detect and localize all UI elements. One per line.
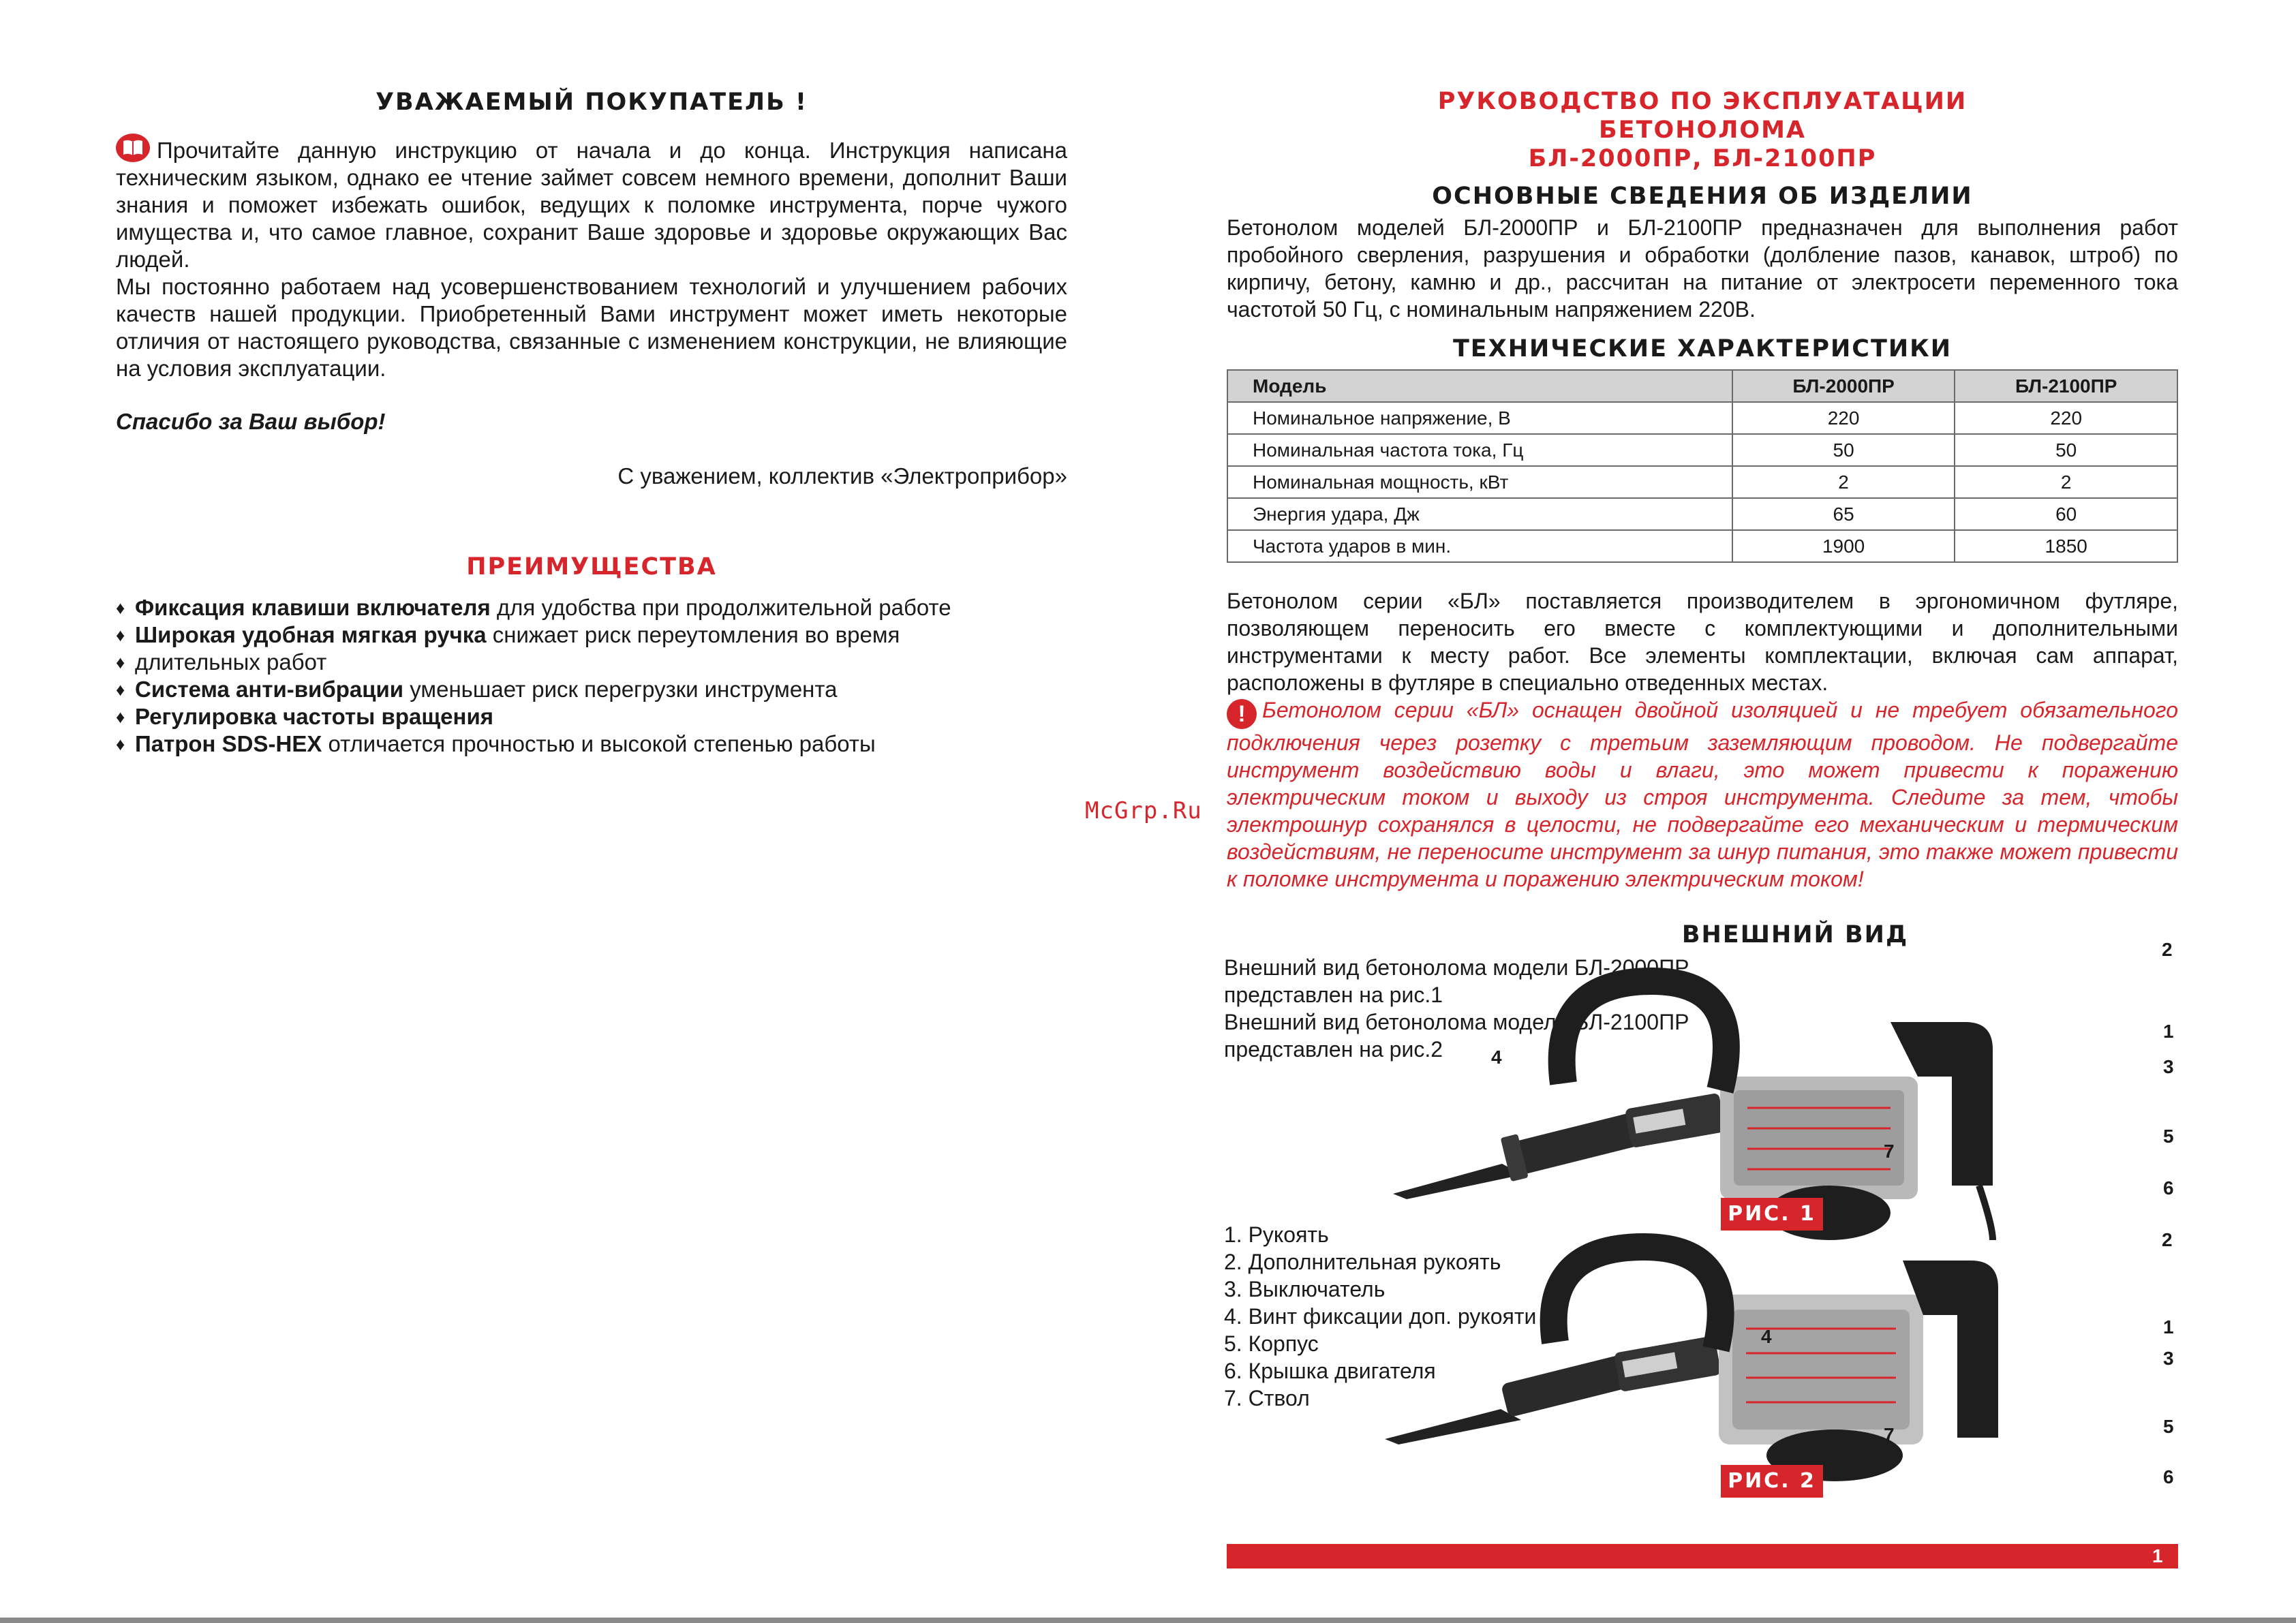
appearance-line: представлен на рис.2 bbox=[1224, 1037, 1443, 1062]
exclamation-icon: ! bbox=[1227, 699, 1257, 729]
table-header-cell: Модель bbox=[1227, 370, 1732, 402]
advantage-item: ♦ Патрон SDS-HEX отличается прочностью и высокой степенью работы bbox=[116, 730, 1067, 758]
table-cell: Номинальная мощность, кВт bbox=[1227, 466, 1732, 498]
manual-title-line-3: БЛ-2000ПР, БЛ-2100ПР bbox=[1528, 145, 1877, 172]
list-item: 3. Выключатель bbox=[1224, 1277, 1386, 1301]
appearance-line: Внешний вид бетонолома модели БЛ-2000ПР bbox=[1224, 955, 1689, 980]
basic-info-text: Бетонолом моделей БЛ-2000ПР и БЛ-2100ПР предназначен для выполнения работ пробойного сверления, разрушения и обработки (долбление пазов, канавок, штроб) по кирпичу, бетону, камню и др., рассчитан на питание от электросети переменного тока частотой 50 Гц, с номинальным напряжением 220В. bbox=[1227, 215, 2178, 322]
page-number: 1 bbox=[2152, 1545, 2163, 1566]
specs-title: ТЕХНИЧЕСКИЕ ХАРАКТЕРИСТИКИ bbox=[1452, 335, 1953, 362]
intro-paragraph-2: Мы постоянно работаем над усовершенствованием технологий и улучшением рабочих качеств нашей продукции. Приобретенный Вами инструмент может иметь некоторые отличия от настоящего руководства, связанные с изменением конструкции, не влияющие на условия эксплуатации. bbox=[116, 274, 1067, 381]
table-cell: 60 bbox=[1955, 498, 2177, 530]
callout-1: 1 bbox=[2163, 1316, 2174, 1338]
table-row bbox=[1227, 434, 2177, 466]
advantage-item: ♦ Регулировка частоты вращения bbox=[116, 703, 1067, 730]
list-item: 4. Винт фиксации доп. рукояти bbox=[1224, 1304, 1537, 1329]
callout-7: 7 bbox=[1884, 1141, 1895, 1162]
callout-6: 6 bbox=[2163, 1177, 2174, 1199]
table-cell: 220 bbox=[1955, 402, 2177, 434]
table-cell: 65 bbox=[1732, 498, 1955, 530]
table-cell: 50 bbox=[1732, 434, 1955, 466]
regards-text: С уважением, коллектив «Электроприбор» bbox=[617, 463, 1067, 489]
callout-6: 6 bbox=[2163, 1466, 2174, 1487]
callout-5: 5 bbox=[2163, 1416, 2174, 1437]
figure-1-label: РИС. 1 bbox=[1721, 1198, 1823, 1231]
advantages-list bbox=[116, 594, 1067, 758]
callout-3: 3 bbox=[2163, 1056, 2174, 1077]
appearance-line: Внешний вид бетонолома модели БЛ-2100ПР bbox=[1224, 1010, 1689, 1034]
intro-paragraph-1: Прочитайте данную инструкцию от начала и до конца. Инструкция написана техническим языком, однако ее чтение займет совсем немного времени, дополнит Ваши знания и поможет избежать ошибок, ведущих к поломке инструмента, порче чужого имущества и, что самое главное, сохранит Ваше здоровье и здоровье окружающих Вас людей. bbox=[116, 134, 1067, 273]
callout-2: 2 bbox=[2162, 1229, 2173, 1250]
advantage-item-continuation: ♦ длительных работ bbox=[116, 649, 1067, 676]
callout-4: 4 bbox=[1761, 1326, 1772, 1347]
intro-text bbox=[116, 134, 1067, 382]
right-page bbox=[1148, 0, 2296, 1623]
callout-4: 4 bbox=[1491, 1047, 1502, 1068]
list-item: 6. Крышка двигателя bbox=[1224, 1359, 1436, 1383]
table-header-cell: БЛ-2000ПР bbox=[1732, 370, 1955, 402]
figure-2-label: РИС. 2 bbox=[1721, 1465, 1823, 1498]
manual-title-line-2: БЕТОНОЛОМА bbox=[1599, 117, 1806, 144]
basic-info-title: ОСНОВНЫЕ СВЕДЕНИЯ ОБ ИЗДЕЛИИ bbox=[1432, 183, 1973, 210]
callout-2: 2 bbox=[2162, 939, 2173, 960]
callout-5: 5 bbox=[2163, 1126, 2174, 1147]
footer-band bbox=[1227, 1544, 2178, 1568]
book-icon bbox=[116, 134, 150, 162]
callout-1: 1 bbox=[2163, 1021, 2174, 1042]
manual-title-line-1: РУКОВОДСТВО ПО ЭКСПЛУАТАЦИИ bbox=[1437, 88, 1968, 115]
table-row bbox=[1227, 402, 2177, 434]
manual-title bbox=[1227, 87, 2178, 173]
advantage-item: ♦ Широкая удобная мягкая ручка снижает риск переутомления во время bbox=[116, 621, 1067, 649]
list-item: 7. Ствол bbox=[1224, 1386, 1310, 1410]
case-text: Бетонолом серии «БЛ» поставляется производителем в эргономичном футляре, позволяющем переносить его вместе с комплектующими и дополнительными инструментами к месту работ. Все элементы комплектации, включая сам аппарат, расположены в футляре в специально отведенных местах. bbox=[1227, 589, 2178, 695]
callout-7: 7 bbox=[1884, 1424, 1895, 1445]
breaker-figure-2 bbox=[1385, 1233, 2148, 1485]
appearance-line: представлен на рис.1 bbox=[1224, 983, 1443, 1007]
table-row bbox=[1227, 530, 2177, 562]
table-cell: Номинальное напряжение, В bbox=[1227, 402, 1732, 434]
table-row bbox=[1227, 498, 2177, 530]
table-cell: 2 bbox=[1955, 466, 2177, 498]
thanks-text: Спасибо за Ваш выбор! bbox=[116, 409, 386, 434]
table-cell: 50 bbox=[1955, 434, 2177, 466]
greeting-title: УВАЖАЕМЫЙ ПОКУПАТЕЛЬ ! bbox=[376, 89, 808, 116]
list-item: 1. Рукоять bbox=[1224, 1222, 1329, 1247]
advantage-item: ♦ Система анти-вибрации уменьшает риск перегрузки инструмента bbox=[116, 676, 1067, 703]
table-cell: Номинальная частота тока, Гц bbox=[1227, 434, 1732, 466]
appearance-title: ВНЕШНИЙ ВИД bbox=[1681, 921, 1909, 948]
table-cell: 2 bbox=[1732, 466, 1955, 498]
table-row bbox=[1227, 466, 2177, 498]
list-item: 2. Дополнительная рукоять bbox=[1224, 1250, 1501, 1274]
callout-3: 3 bbox=[2163, 1348, 2174, 1369]
advantage-item: ♦ Фиксация клавиши включателя для удобства при продолжительной работе bbox=[116, 594, 1067, 621]
specs-table bbox=[1227, 369, 2178, 563]
bottom-rule bbox=[0, 1618, 2296, 1623]
table-cell: Частота ударов в мин. bbox=[1227, 530, 1732, 562]
table-cell: 1900 bbox=[1732, 530, 1955, 562]
table-header-cell: БЛ-2100ПР bbox=[1955, 370, 2177, 402]
breaker-figure-1 bbox=[1393, 940, 2149, 1240]
advantages-title: ПРЕИМУЩЕСТВА bbox=[466, 553, 717, 581]
table-cell: 1850 bbox=[1955, 530, 2177, 562]
warning-text: ! Бетонолом серии «БЛ» оснащен двойной изоляцией и не требует обязательного подключения через розетку с третьим заземляющим проводом. Не подвергайте инструмент воздействию воды и влаги, это может привести к поражению электрическим током и выходу из строя инструмента. Следите за тем, чтобы электрошнур сохранялся в целости, не подвергайте его механическим и термическим воздействиям, не переносите инструмент за шнур питания, это также может привести к поломке инструмента и поражению электрическим током! bbox=[1227, 698, 2178, 891]
list-item: 5. Корпус bbox=[1224, 1331, 1319, 1356]
table-cell: 220 bbox=[1732, 402, 1955, 434]
watermark: McGrp.Ru bbox=[1085, 797, 1202, 824]
table-header-row bbox=[1227, 370, 2177, 402]
table-cell: Энергия удара, Дж bbox=[1227, 498, 1732, 530]
